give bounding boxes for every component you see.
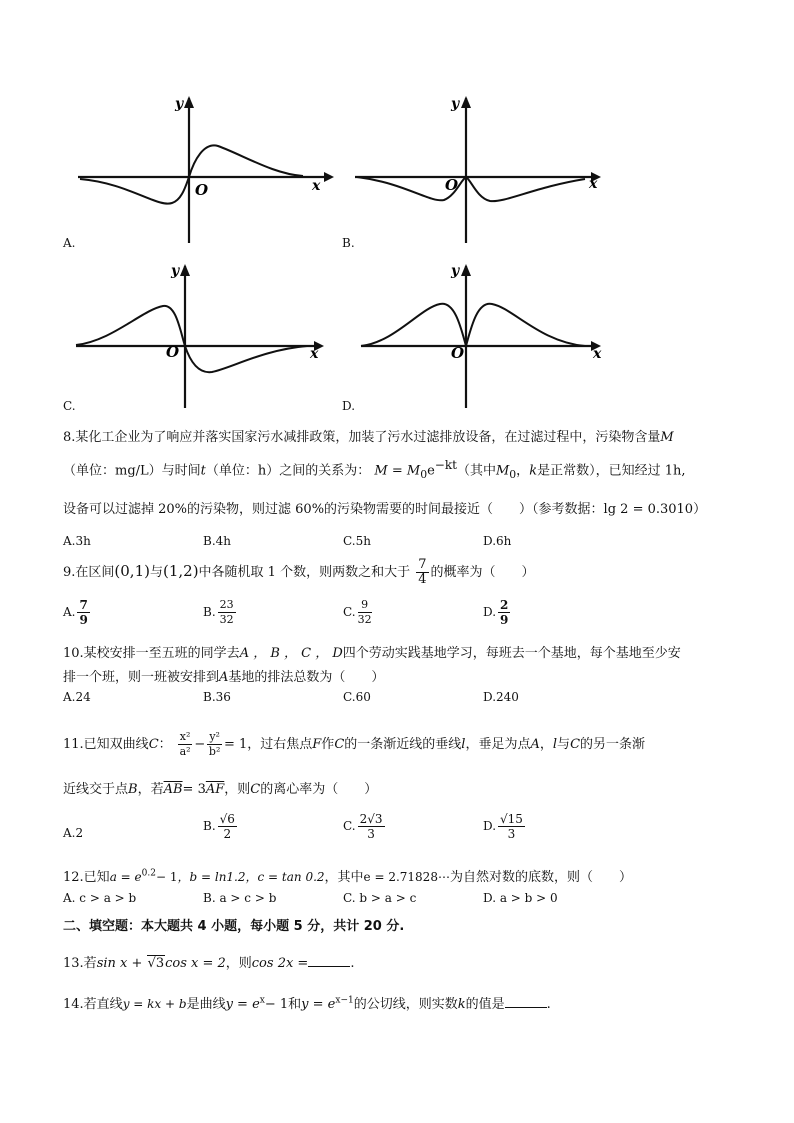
graph-b-label: B. [342,236,355,250]
origin-label: O [166,343,180,361]
q13-stem: 13.若sin x + √3cos x = 2，则cos 2x = . [63,956,355,971]
q13-answer-blank[interactable] [308,966,350,967]
origin-label: O [445,176,459,194]
q12-stem: 12.已知$a = e^{0.2}- 1$，b = ln1.2，c = tan 0.2，其中e = 2.71828⋯为自然对数的底数，则（ ） [63,868,632,885]
graph-d [355,258,615,413]
q11-option-d: D. $\frac{√15}{3}$ [483,812,523,841]
graph-a [78,90,338,250]
q11-option-a: A.2 [63,826,84,840]
q8-option-c: C.5h [343,534,371,548]
q8-option-a: A.3h [63,534,91,548]
section-heading: 二、填空题：本大题共 4 小题，每小题 5 分，共计 20 分. [63,919,405,934]
q11-option-c: C. $\frac{2√3}{3}$ [343,812,383,841]
q14-stem: 14.若直线y = kx + b是曲线$y = e^x- 1$和$y = e^{x-1}$的公切线，则实数k的值是 . [63,995,551,1012]
q12-option-a: A. c > a > b [63,891,137,905]
q10-option-c: C.60 [343,690,371,704]
q9-stem: 9.在区间(0,1)与(1,2)中各随机取 1 个数，则两数之和大于 $\frac{7}{4}$ 的概率为（ ） [63,557,535,587]
q10-option-b: B.36 [203,690,231,704]
graph-c-label: C. [63,399,76,413]
x-axis-label: x [310,346,319,362]
y-axis-label: y [451,96,460,112]
y-axis-label: y [451,263,460,279]
q8-line2: （单位：mg/L）与时间t（单位：h）之间的关系为： $M = M_0e^{-kt}$（其中$M_0$，k是正常数），已知经过 1h, [63,458,686,481]
q9-option-d: D. $\frac{2}{9}$ [483,598,509,627]
origin-label: O [451,344,465,362]
q14-answer-blank[interactable] [505,1007,547,1008]
graph-c [72,258,332,413]
x-axis-label: x [589,176,598,192]
graph-d-label: D. [342,399,356,413]
q9-option-b: B. $\frac{23}{32}$ [203,598,234,626]
q12-option-c: C. b > a > c [343,891,417,905]
q10-option-a: A.24 [63,690,91,704]
q10-option-d: D.240 [483,690,519,704]
q9-option-c: C. $\frac{9}{32}$ [343,598,372,626]
q9-option-a: A. $\frac{7}{9}$ [63,598,88,627]
q8-line1: 8.某化工企业为了响应并落实国家污水减排政策，加装了污水过滤排放设备，在过滤过程中，污染物含量M [63,430,674,445]
graph-a-label: A. [63,236,76,250]
q11-option-b: B. $\frac{√6}{2}$ [203,812,235,841]
origin-label: O [195,181,209,199]
q10-line1: 10.某校安排一至五班的同学去A ， B ， C ， D四个劳动实践基地学习，每班去一个基地，每个基地至少安 [63,646,681,661]
q11-line1: 11.已知双曲线C： $\frac{\text{x²}}{\text{a²}}$ − $\frac{\text{y²}}{\text{b²}}$ = 1，过右焦点F作C的一条渐近线的垂线l，垂足为点A，l与C的另一条渐 [63,730,646,758]
y-axis-label: y [171,263,180,279]
x-axis-label: x [593,346,602,362]
q12-option-b: B. a > c > b [203,891,277,905]
q8-option-b: B.4h [203,534,231,548]
x-axis-label: x [312,178,321,194]
y-axis-label: y [175,96,184,112]
q10-line2: 排一个班，则一班被安排到A基地的排法总数为（ ） [63,670,385,685]
graph-b [355,90,615,250]
q8-line3: 设备可以过滤掉 20%的污染物，则过滤 60%的污染物需要的时间最接近（ ）（参考数据：lg 2 = 0.3010） [63,502,707,517]
q8-option-d: D.6h [483,534,512,548]
q12-option-d: D. a > b > 0 [483,891,558,905]
q11-line2: 近线交于点B，若$\overline{AB}= 3\overline{AF}$，则C的离心率为（ ） [63,782,378,797]
